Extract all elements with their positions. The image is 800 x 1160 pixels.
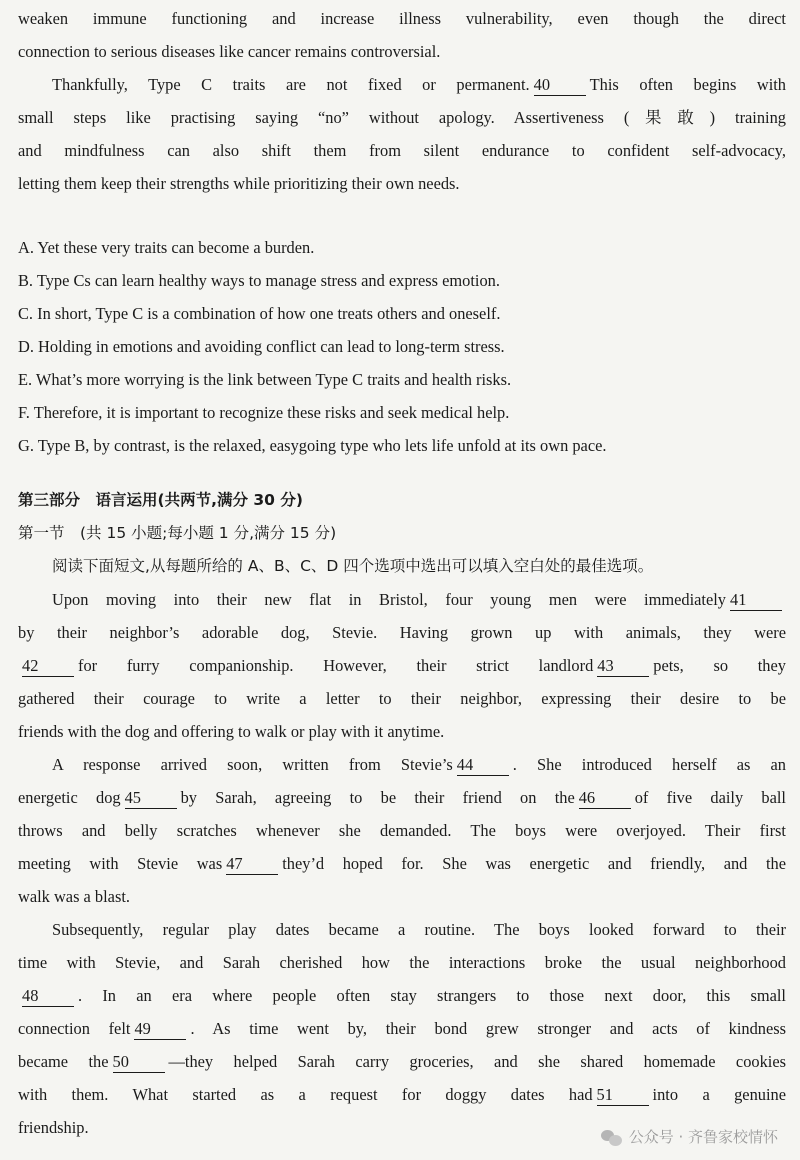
passage-line <box>18 1045 786 1078</box>
text-run: connection felt <box>18 1019 131 1038</box>
passage-line: throws and belly scratches whenever she demanded. The boys were overjoyed. Their first <box>18 821 786 840</box>
text-run: Upon moving into their new flat in Bristol, four young men were immediately <box>52 590 726 609</box>
option-c: C. In short, Type C is a combination of how one treats others and oneself. <box>18 304 501 323</box>
section-subtitle: 第一节 (共 15 小题;每小题 1 分,满分 15 分) <box>18 524 337 542</box>
passage-line: walk was a blast. <box>18 887 130 906</box>
answer-blank-48[interactable]: 48 <box>22 986 74 1007</box>
option-e: E. What’s more worrying is the link between Type C traits and health risks. <box>18 370 512 389</box>
passage-line <box>18 748 786 781</box>
answer-blank-43[interactable]: 43 <box>597 656 649 677</box>
text-run: with them. What started as a request for doggy dates had <box>18 1085 593 1104</box>
passage-line: Subsequently, regular play dates became a routine. The boys looked forward to their <box>52 920 786 939</box>
passage-line: friends with the dog and offering to walk or play with it anytime. <box>18 722 445 741</box>
passage-line: and mindfulness can also shift them from silent endurance to confident self-advocacy, <box>18 141 786 160</box>
text-run: they’d hoped for. She was energetic and friendly, and the <box>282 854 786 873</box>
passage-line: letting them keep their strengths while prioritizing their own needs. <box>18 174 460 193</box>
options-list <box>18 231 786 462</box>
passage-line <box>18 68 786 101</box>
section-instruction: 阅读下面短文,从每题所给的 A、B、C、D 四个选项中选出可以填入空白处的最佳选项。 <box>52 557 654 575</box>
passage-line <box>18 781 786 814</box>
answer-blank-47[interactable]: 47 <box>226 854 278 875</box>
answer-blank-41[interactable]: 41 <box>730 590 782 611</box>
option-d: D. Holding in emotions and avoiding conflict can lead to long-term stress. <box>18 337 505 356</box>
passage-line: small steps like practising saying “no” without apology. Assertiveness (果敢) training <box>18 108 786 127</box>
answer-blank-44[interactable]: 44 <box>457 755 509 776</box>
cloze-passage <box>18 583 786 1144</box>
passage-line: gathered their courage to write a letter to their neighbor, expressing their desire to be <box>18 689 786 708</box>
answer-blank-40[interactable]: 40 <box>534 75 586 96</box>
text-run: energetic dog <box>18 788 121 807</box>
passage-line <box>18 1012 786 1045</box>
text-run: became the <box>18 1052 109 1071</box>
spacer <box>18 200 786 231</box>
watermark <box>597 1126 782 1148</box>
passage-line <box>18 583 786 616</box>
text-run: A response arrived soon, written from Stevie’s <box>52 755 453 774</box>
answer-blank-42[interactable]: 42 <box>22 656 74 677</box>
answer-blank-50[interactable]: 50 <box>113 1052 165 1073</box>
spacer <box>18 462 786 484</box>
answer-blank-45[interactable]: 45 <box>125 788 177 809</box>
option-b: B. Type Cs can learn healthy ways to manage stress and express emotion. <box>18 271 500 290</box>
section-title: 第三部分 语言运用(共两节,满分 30 分) <box>18 491 303 509</box>
passage-line: by their neighbor’s adorable dog, Stevie. Having grown up with animals, they were <box>18 623 786 642</box>
text-run: This often begins with <box>589 75 786 94</box>
text-run: . She introduced herself as an <box>512 755 786 774</box>
watermark-text: 公众号 · 齐鲁家校情怀 <box>628 1128 778 1146</box>
answer-blank-46[interactable]: 46 <box>579 788 631 809</box>
option-a: A. Yet these very traits can become a burden. <box>18 238 315 257</box>
text-run: —they helped Sarah carry groceries, and she shared homemade cookies <box>168 1052 787 1071</box>
answer-blank-49[interactable]: 49 <box>134 1019 186 1040</box>
passage-line: time with Stevie, and Sarah cherished how the interactions broke the usual neighborhood <box>18 953 786 972</box>
passage-line <box>18 847 786 880</box>
passage-top <box>18 2 786 200</box>
option-g: G. Type B, by contrast, is the relaxed, easygoing type who lets life unfold at its own pace. <box>18 436 607 455</box>
passage-line: friendship. <box>18 1118 89 1137</box>
text-run: . In an era where people often stay strangers to those next door, this small <box>78 986 786 1005</box>
passage-line: weaken immune functioning and increase illness vulnerability, even though the direct <box>18 9 786 28</box>
wechat-icon <box>601 1128 623 1146</box>
passage-line <box>18 649 786 682</box>
text-run: meeting with Stevie was <box>18 854 223 873</box>
answer-blank-51[interactable]: 51 <box>597 1085 649 1106</box>
text-run: into a genuine <box>652 1085 786 1104</box>
text-run: of five daily ball <box>634 788 786 807</box>
passage-line <box>18 1078 786 1111</box>
text-run: by Sarah, agreeing to be their friend on the <box>180 788 575 807</box>
text-run: pets, so they <box>653 656 786 675</box>
passage-line <box>18 979 786 1012</box>
passage-line: connection to serious diseases like cancer remains controversial. <box>18 42 441 61</box>
option-f: F. Therefore, it is important to recognize these risks and seek medical help. <box>18 403 510 422</box>
text-run: for furry companionship. However, their strict landlord <box>78 656 594 675</box>
text-run: . As time went by, their bond grew stronger and acts of kindness <box>190 1019 786 1038</box>
text-run: Thankfully, Type C traits are not fixed or permanent. <box>52 75 530 94</box>
